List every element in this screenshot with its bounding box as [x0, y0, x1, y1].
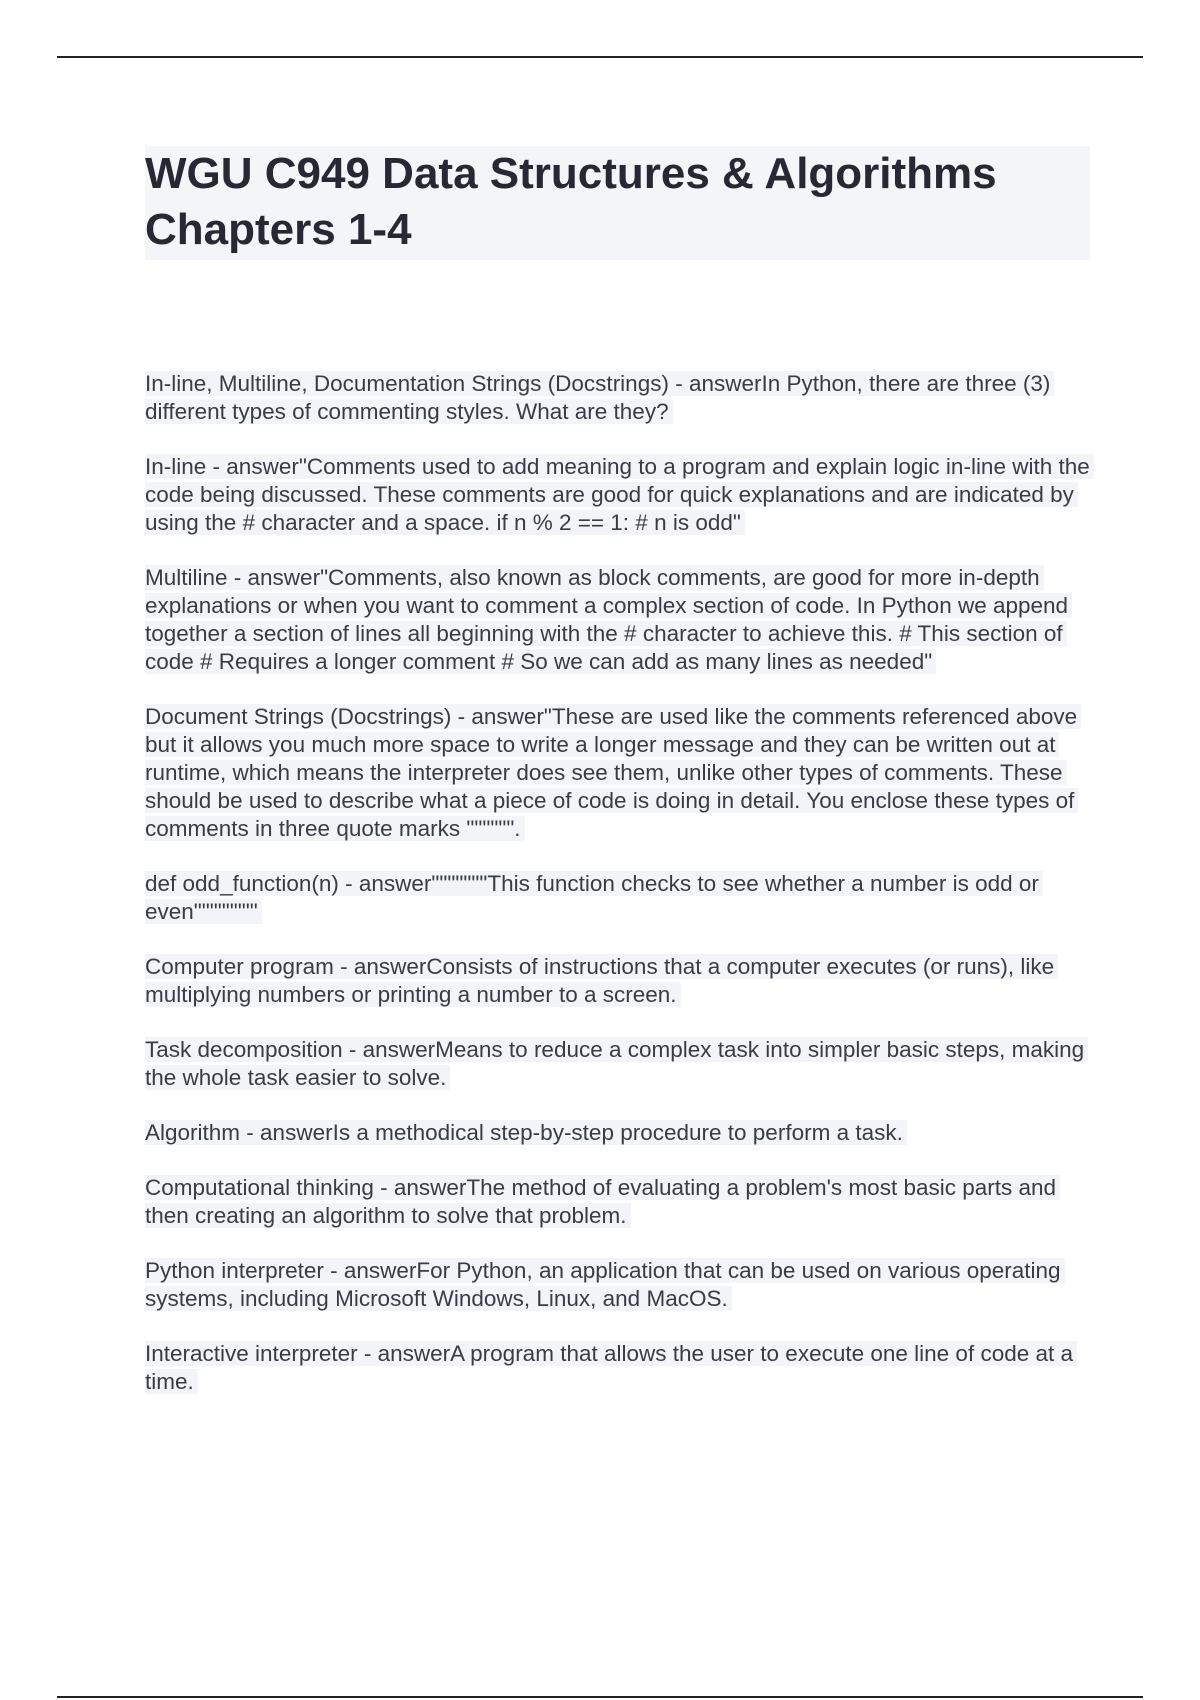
entry-definition: A program that allows the user to execute one line of code at a time.	[145, 1341, 1074, 1394]
entry-separator: - answer	[227, 565, 321, 590]
entry-definition: Consists of instructions that a computer executes (or runs), like multiplying numbers or printing a number to a screen.	[145, 954, 1055, 1007]
flashcard-entry	[145, 1340, 1090, 1396]
entry-term: def odd_function(n)	[145, 871, 339, 896]
entry-definition: In Python, there are three (3) different types of commenting styles. What are they?	[145, 371, 1051, 424]
top-rule	[57, 56, 1143, 58]
entry-separator: - answer	[206, 454, 299, 479]
entry-definition: """""""This function checks to see whether a number is odd or even""""""""	[145, 871, 1039, 924]
flashcard-entry	[145, 453, 1090, 537]
entry-definition: "Comments used to add meaning to a program and explain logic in-line with the code being discussed. These comments are good for quick explanations and are indicated by using the # character and a space. if n % 2 == 1: # n is odd"	[145, 454, 1090, 535]
entry-separator: - answer	[240, 1120, 333, 1145]
entry-separator: - answer	[451, 704, 544, 729]
entry-separator: - answer	[342, 1037, 436, 1062]
flashcard-list	[145, 370, 1090, 1396]
entry-term: Task decomposition	[145, 1037, 343, 1062]
entry-term: Algorithm	[145, 1120, 241, 1145]
flashcard-entry	[145, 953, 1090, 1009]
entry-term: Python interpreter	[145, 1258, 324, 1283]
entry-separator: - answer	[668, 371, 762, 396]
entry-term: In-line	[145, 454, 207, 479]
flashcard-entry	[145, 1257, 1090, 1313]
flashcard-entry	[145, 1119, 1090, 1147]
entry-term: Multiline	[145, 565, 228, 590]
flashcard-entry	[145, 564, 1090, 676]
entry-definition: The method of evaluating a problem's most basic parts and then creating an algorithm to solve that problem.	[145, 1175, 1057, 1228]
bottom-rule	[57, 1696, 1143, 1698]
flashcard-entry	[145, 370, 1090, 426]
entry-term: Document Strings (Docstrings)	[145, 704, 452, 729]
entry-separator: - answer	[333, 954, 427, 979]
entry-term: Computer program	[145, 954, 334, 979]
entry-term: Computational thinking	[145, 1175, 374, 1200]
entry-term: In-line, Multiline, Documentation Strings (Docstrings)	[145, 371, 669, 396]
entry-definition: "These are used like the comments referenced above but it allows you much more space to write a longer message and they can be written out at runtime, which means the interpreter does see them, unlike other types of comments. These should be used to describe what a piece of code is doing in detail. You enclose these types of comments in three quote marks """""".	[145, 704, 1078, 841]
entry-separator: - answer	[323, 1258, 417, 1283]
entry-definition: Means to reduce a complex task into simpler basic steps, making the whole task easier to solve.	[145, 1037, 1085, 1090]
entry-definition: "Comments, also known as block comments, are good for more in-depth explanations or when you want to comment a complex section of code. In Python we append together a section of lines all beginning with the # character to achieve this. # This section of code # Requires a longer comment # So we can add as many lines as needed"	[145, 565, 1069, 674]
entry-separator: - answer	[357, 1341, 451, 1366]
entry-separator: - answer	[373, 1175, 467, 1200]
entry-separator: - answer	[338, 871, 432, 896]
document-body	[145, 146, 1090, 1423]
flashcard-entry	[145, 1036, 1090, 1092]
document-title: WGU C949 Data Structures & Algorithms Chapters 1-4	[145, 146, 1090, 260]
entry-term: Interactive interpreter	[145, 1341, 358, 1366]
flashcard-entry	[145, 1174, 1090, 1230]
entry-definition: Is a methodical step-by-step procedure to perform a task.	[332, 1120, 903, 1145]
flashcard-entry	[145, 870, 1090, 926]
flashcard-entry	[145, 703, 1090, 843]
entry-definition: For Python, an application that can be used on various operating systems, including Microsoft Windows, Linux, and MacOS.	[145, 1258, 1061, 1311]
